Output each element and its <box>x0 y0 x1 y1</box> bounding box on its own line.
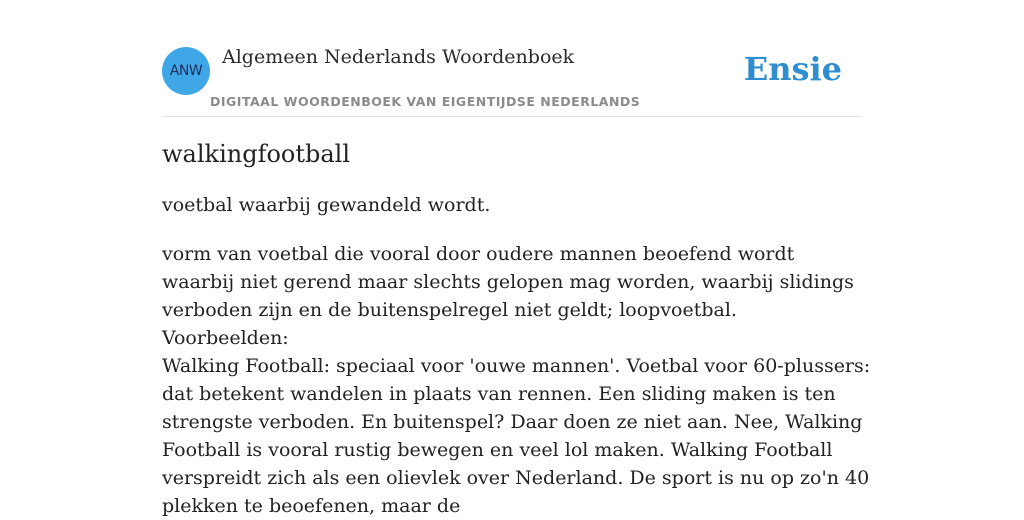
site-subtitle: DIGITAAL WOORDENBOEK VAN EIGENTIJDSE NEDERLANDS <box>210 94 641 109</box>
ensie-brand-logo[interactable]: Ensie <box>743 50 842 88</box>
site-header <box>162 0 862 117</box>
logo-text: ANW <box>169 63 203 79</box>
anw-logo[interactable] <box>162 47 210 95</box>
examples-heading: Voorbeelden: <box>162 327 289 349</box>
page-title: walkingfootball <box>162 140 351 168</box>
definition-body <box>162 240 872 520</box>
definition-text: vorm van voetbal die vooral door oudere mannen beoefend wordt waarbij niet gerend maar slechts gelopen mag worden, waarbij slidings verboden zijn en de buitenspelregel niet geldt; loopvoetbal. <box>162 243 854 321</box>
examples-text: Walking Football: speciaal voor 'ouwe mannen'. Voetbal voor 60-plussers: dat betekent wandelen in plaats van rennen. Een sliding maken is ten strengste verboden. En buitenspel? Daar doen ze niet aan. Nee, Walking Football is vooral rustig bewegen en veel lol maken. Walking Football verspreidt zich als een olievlek over Nederland. De sport is nu op zo'n 40 plekken te beoefenen, maar de <box>162 355 871 517</box>
short-definition: voetbal waarbij gewandeld wordt. <box>162 194 491 216</box>
site-title[interactable]: Algemeen Nederlands Woordenboek <box>222 46 575 68</box>
page <box>162 0 871 517</box>
